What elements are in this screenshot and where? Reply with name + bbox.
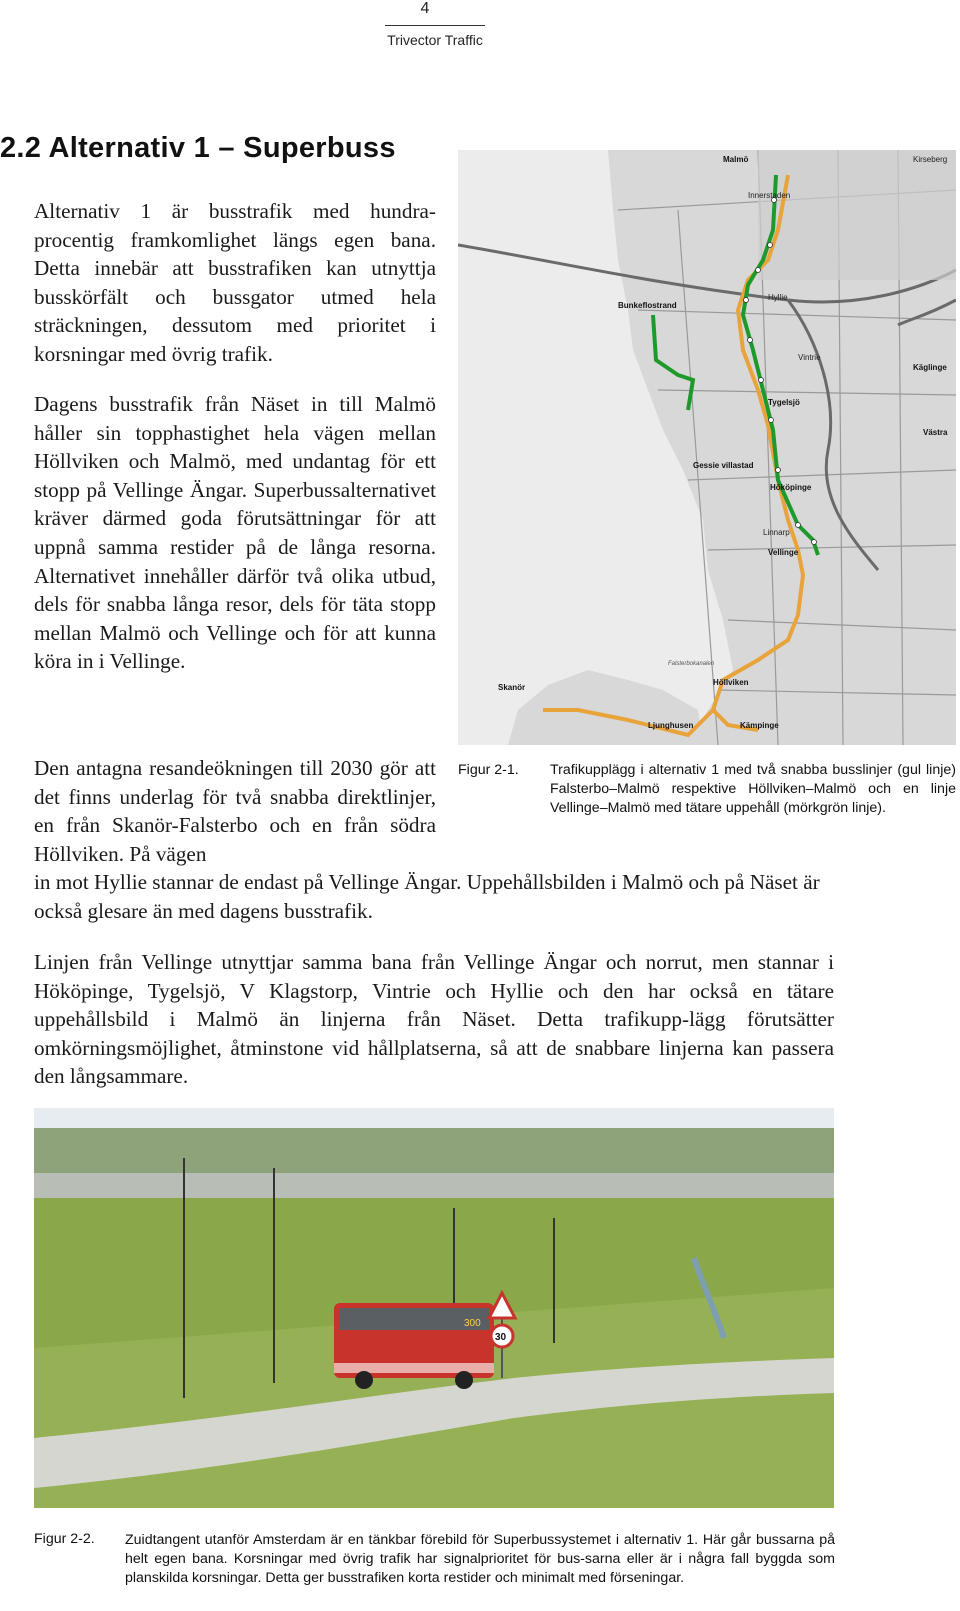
photo-bus (334, 1303, 494, 1389)
paragraph-demand-end: in mot Hyllie stannar de endast på Vellinge Ängar. Uppehållsbilden i Malmö och på Näset är också glesare än med dagens busstrafik. (34, 870, 820, 923)
running-title: Trivector Traffic (387, 32, 483, 48)
photo-tree-line (34, 1128, 834, 1178)
page-number: 4 (420, 0, 430, 17)
figure1-caption: Trafikupplägg i alternativ 1 med två snabba busslinjer (gul linje) Falsterbo–Malmö respektive Höllviken–Malmö och en linje Vellinge–Malmö med tätare uppehåll (mörkgrön linje). (550, 762, 956, 816)
photo-motorway (34, 1173, 834, 1198)
map-city-area (758, 150, 956, 280)
map-label-kagelinge: Käglinge (913, 363, 947, 372)
map-label-gessie: Gessie villastad (693, 461, 754, 470)
map-label-hollviken: Höllviken (713, 678, 749, 687)
map-label-hokopinge: Hököpinge (770, 483, 812, 492)
map-label-tygelsjo: Tygelsjö (768, 398, 800, 407)
map-label-falsterbokanal: Falsterbokanalen (668, 661, 715, 667)
paragraph-vellinge-line: Linjen från Vellinge utnyttjar samma bana från Vellinge Ängar och norrut, men stannar i Hököpinge, Tygelsjö, V Klagstorp, Vintrie och Hyllie och den har också en tätare uppehållsbild i Malmö än linjerna från Näset. Detta trafikupp-lägg förutsätter omkörningsmöjlighet, åtminstone vid hållplatserna, så att de snabbare linjerna kan passera den långsammare. (34, 950, 834, 1089)
paragraph-intro: Alternativ 1 är busstrafik med hundra-procentig framkomlighet längs egen bana. Detta innebär att busstrafiken kan utnyttja busskörfält och bussgator utmed hela sträckningen, dessutom med prioritet i korsningar med övrig trafik. (34, 199, 436, 366)
map-label-innerstaden: Innerstaden (748, 191, 791, 200)
figure1-label: Figur 2-1. (458, 762, 519, 778)
map-label-ljunghusen: Ljunghusen (648, 721, 694, 730)
map-label-kampinge: Kämpinge (740, 721, 779, 730)
map-label-bunkeflostrand: Bunkeflostrand (618, 301, 677, 310)
section-heading: 2.2 Alternativ 1 – Superbuss (0, 132, 396, 164)
map-label-malmo: Malmö (723, 155, 749, 164)
header-rule (385, 25, 485, 26)
map-label-hyllie: Hyllie (768, 293, 788, 302)
bus-route-number: 300 (464, 1318, 481, 1329)
paragraph-current-traffic: Dagens busstrafik från Näset in till Malmö håller sin topphastighet hela vägen mellan Höllviken och Malmö, med undantag för ett stopp på Vellinge Ängar. Superbussalternativet kräver därmed goda förutsättningar för att uppnå samma restider på de långa resorna. Alternativet innehåller därför två olika utbud, dels för snabba långa resor, dels för täta stopp mellan Malmö och Vellinge och för att kunna köra in i Vellinge. (34, 392, 436, 674)
map-label-vellinge: Vellinge (768, 548, 799, 557)
route-map (458, 150, 956, 745)
map-label-skanor: Skanör (498, 683, 526, 692)
figure2-caption: Zuidtangent utanför Amsterdam är en tänkbar förebild för Superbussystemet i alternativ 1. Här går bussarna på helt egen bana. Korsningar med övrig trafik har signalprioritet för bus-sarna eller är i några fall byggda som planskilda korsningar. Detta ger busstrafiken korta restider och minimalt med förseningar. (125, 1532, 835, 1586)
map-label-kirseberg: Kirseberg (913, 155, 948, 164)
map-label-vintrie: Vintrie (798, 353, 821, 362)
map-label-linnarp: Linnarp (763, 528, 790, 537)
bus-photo (34, 1108, 834, 1508)
map-label-vastra: Västra (923, 428, 948, 437)
paragraph-demand-start: Den antagna resandeökningen till 2030 gör att det finns underlag för två snabba direktlinjer, en från Skanör-Falsterbo och en från södra Höllviken. På vägen (34, 756, 436, 866)
speed-sign-value: 30 (495, 1332, 507, 1343)
figure2-label: Figur 2-2. (34, 1531, 95, 1547)
